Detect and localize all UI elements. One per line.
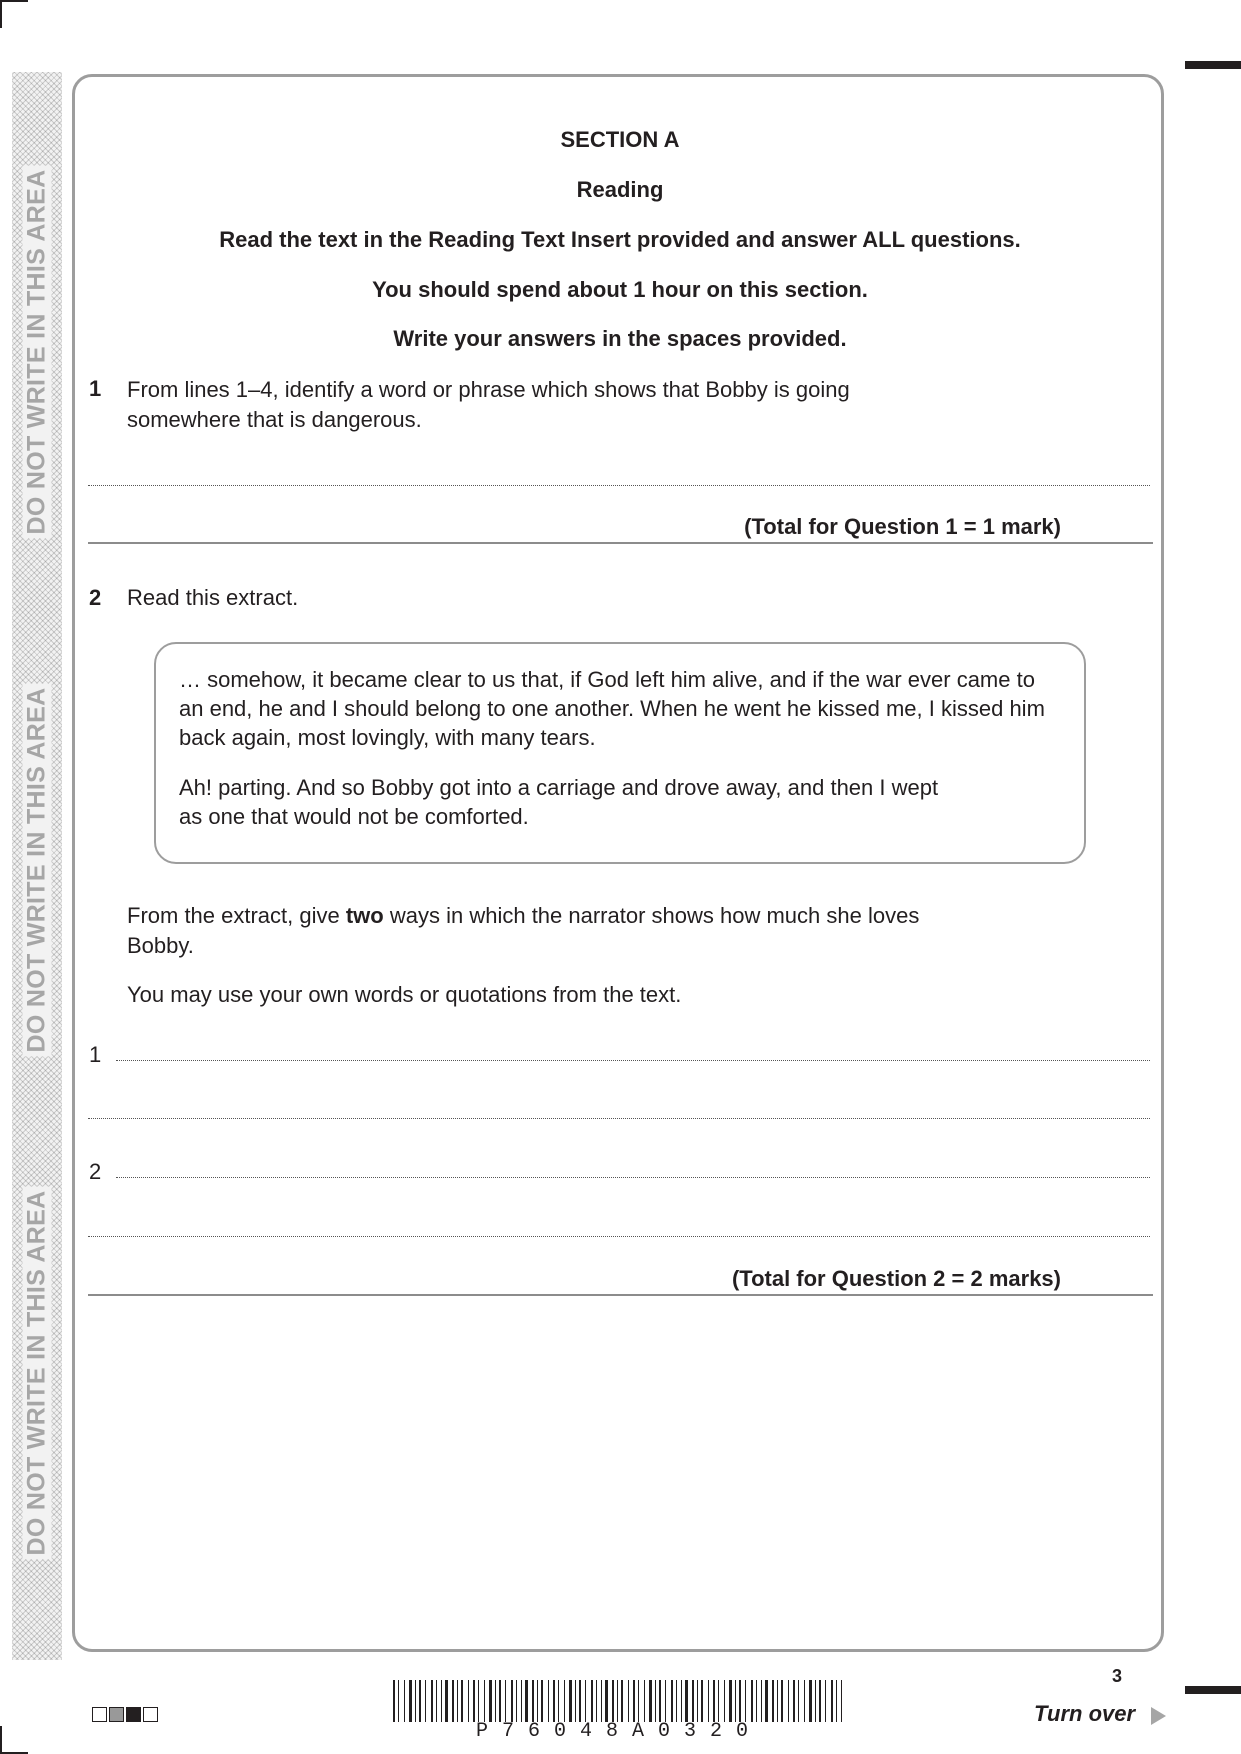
question-1-answer-line[interactable] — [88, 485, 1150, 486]
question-2-intro: Read this extract. — [127, 585, 299, 610]
answer-label-1: 1 — [89, 1042, 102, 1067]
question-2-total: (Total for Question 2 = 2 marks) — [731, 1266, 1061, 1291]
page-marker-boxes — [92, 1707, 158, 1722]
section-title: SECTION A — [560, 127, 680, 152]
edge-mark-bottom — [1185, 1686, 1241, 1694]
crop-mark-bottom-left-v — [0, 1726, 2, 1754]
question-1-number: 1 — [89, 376, 102, 401]
turn-over-label: Turn over — [1034, 1701, 1136, 1726]
question-1-text: From lines 1–4, identify a word or phrase which shows that Bobby is going somewhere that is dangerous. — [127, 377, 850, 432]
question-1-divider — [88, 542, 1153, 544]
crop-mark-top-left-h — [0, 0, 28, 2]
question-2-number: 2 — [89, 585, 102, 610]
marker-box — [109, 1707, 124, 1722]
page-number: 3 — [1112, 1666, 1123, 1686]
answer-1-line-a[interactable] — [116, 1060, 1150, 1061]
turn-over-arrow-icon — [1151, 1707, 1166, 1725]
question-2-divider — [88, 1294, 1153, 1296]
instruction-3: Write your answers in the spaces provided. — [393, 326, 847, 351]
edge-mark-top — [1185, 61, 1241, 69]
prompt-emphasis: two — [345, 903, 384, 928]
question-2-note: You may use your own words or quotations from the text. — [127, 982, 682, 1007]
barcode-number: P76048A0320 — [475, 1720, 763, 1743]
question-1-total: (Total for Question 1 = 1 mark) — [744, 514, 1061, 539]
barcode — [393, 1680, 845, 1722]
marker-box — [92, 1707, 107, 1722]
marker-box — [143, 1707, 158, 1722]
section-subtitle: Reading — [576, 177, 664, 202]
marker-box — [126, 1707, 141, 1722]
extract-paragraph-2: Ah! parting. And so Bobby got into a carriage and drove away, and then I wept as one that would not be comforted. — [179, 775, 939, 829]
answer-2-line-b[interactable] — [88, 1236, 1150, 1237]
answer-1-line-b[interactable] — [88, 1118, 1150, 1119]
instruction-2: You should spend about 1 hour on this section. — [372, 277, 868, 302]
instruction-1: Read the text in the Reading Text Insert provided and answer ALL questions. — [219, 227, 1021, 252]
answer-label-2: 2 — [89, 1159, 102, 1184]
extract-paragraph-1: … somehow, it became clear to us that, if God left him alive, and if the war ever came to an end, he and I should belong to one another. When he went he kissed me, I kissed him back again, most lovingly, with many tears. — [179, 667, 1045, 750]
question-2-prompt: From the extract, give two ways in which the narrator shows how much she loves Bobby. — [127, 903, 920, 958]
answer-2-line-a[interactable] — [116, 1177, 1150, 1178]
crop-mark-top-left-v — [0, 0, 2, 28]
